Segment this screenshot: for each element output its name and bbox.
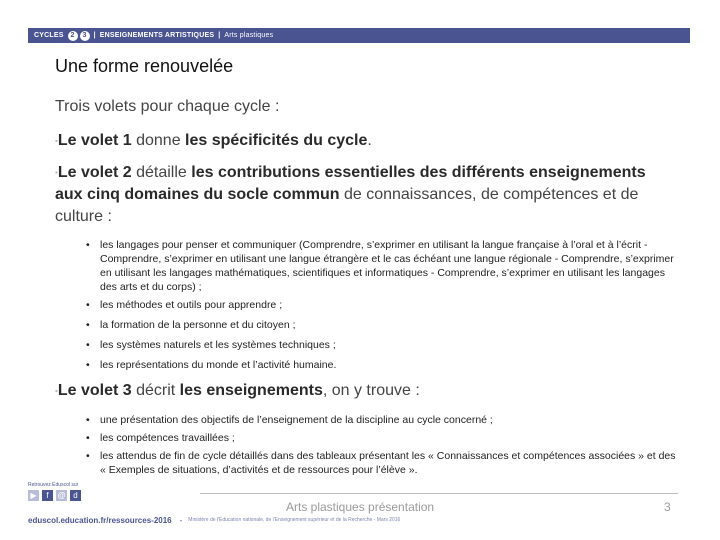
header-separator: | <box>93 32 96 39</box>
volet-2-list <box>86 238 680 378</box>
dailymotion-icon[interactable]: d <box>70 490 81 501</box>
volet-2-post: de connaissances, de compétences et de culture : <box>55 186 639 226</box>
page-number: 3 <box>664 500 671 514</box>
list-item: • les systèmes naturels et les systèmes techniques ; <box>86 338 680 352</box>
volet-2-bold: les contributions essentielles des différents enseignements aux cinq domaines du socle commun <box>55 164 646 204</box>
bottom-bar <box>28 514 680 526</box>
facebook-icon[interactable]: f <box>42 490 53 501</box>
list-item: • les compétences travaillées ; <box>86 431 680 445</box>
volet-1-paragraph <box>55 132 372 150</box>
volet-1-post: . <box>367 132 372 149</box>
bullet-icon: ▪ <box>55 168 58 177</box>
social-label: Retrouvez Éduscol sur <box>28 482 79 488</box>
volet-1-bold: les spécificités du cycle <box>185 132 368 149</box>
cycle-3-badge: 3 <box>80 31 90 41</box>
list-item: • la formation de la personne et du citoyen ; <box>86 318 680 332</box>
list-item: • les méthodes et outils pour apprendre ; <box>86 298 680 312</box>
slide-title: Une forme renouvelée <box>55 56 234 76</box>
eduscol-url[interactable]: eduscol.education.fr/ressources-2016 <box>28 515 172 525</box>
volet-3-paragraph <box>55 382 420 400</box>
list-item: • les attendus de fin de cycle détaillés dans des tableaux présentant les « Connaissances et compétences associées » et des « Exemples de situations, d’activités et de ressources pour l’élève ». <box>86 449 680 477</box>
social-icons <box>28 490 81 501</box>
header-bar <box>28 28 690 43</box>
email-icon[interactable]: @ <box>57 491 66 500</box>
volet-3-post: , on y trouve : <box>322 382 420 399</box>
section-label: ENSEIGNEMENTS ARTISTIQUES <box>99 32 215 39</box>
volet-2-paragraph <box>55 162 675 228</box>
bullet-icon: ▪ <box>55 386 58 396</box>
bullet-icon: ▪ <box>55 136 58 146</box>
header-separator: | <box>218 32 221 39</box>
cycles-label: CYCLES <box>34 32 64 39</box>
video-icon[interactable]: ▶ <box>28 490 39 501</box>
intro-text: Trois volets pour chaque cycle : <box>55 98 280 115</box>
volet-2-pre: Le volet 2 <box>57 164 132 182</box>
subsection-label: Arts plastiques <box>224 32 274 39</box>
list-item: • les représentations du monde et l’activité humaine. <box>86 358 680 372</box>
volet-3-mid: décrit <box>131 382 180 399</box>
list-item: • une présentation des objectifs de l’enseignement de la discipline au cycle concerné ; <box>86 413 680 427</box>
footer-title: Arts plastiques présentation <box>286 500 435 514</box>
volet-1-mid: donne <box>131 132 186 149</box>
bottom-separator: - <box>179 515 183 525</box>
footer-divider <box>200 493 678 494</box>
volet-3-list <box>86 413 680 481</box>
volet-2-mid: détaille <box>131 164 192 182</box>
ministry-text: Ministère de l'Éducation nationale, de l'Enseignement supérieur et de la Recherche - Mars 2016 <box>188 517 401 523</box>
volet-1-pre: Le volet 1 <box>57 132 132 149</box>
list-item: • les langages pour penser et communiquer (Comprendre, s’exprimer en utilisant la langue française à l’oral et à l’écrit - Comprendre, s’exprimer en utilisant une langue étrangère et le cas échéant une langue régionale - Comprendre, s’exprimer en utilisant les langages mathématiques, scientifiques et informatiques - Comprendre, s’exprimer en utilisant les langages des arts et du corps) ; <box>86 238 680 294</box>
cycle-2-badge: 2 <box>68 31 78 41</box>
volet-3-pre: Le volet 3 <box>57 382 132 399</box>
volet-3-bold: les enseignements <box>179 382 323 399</box>
